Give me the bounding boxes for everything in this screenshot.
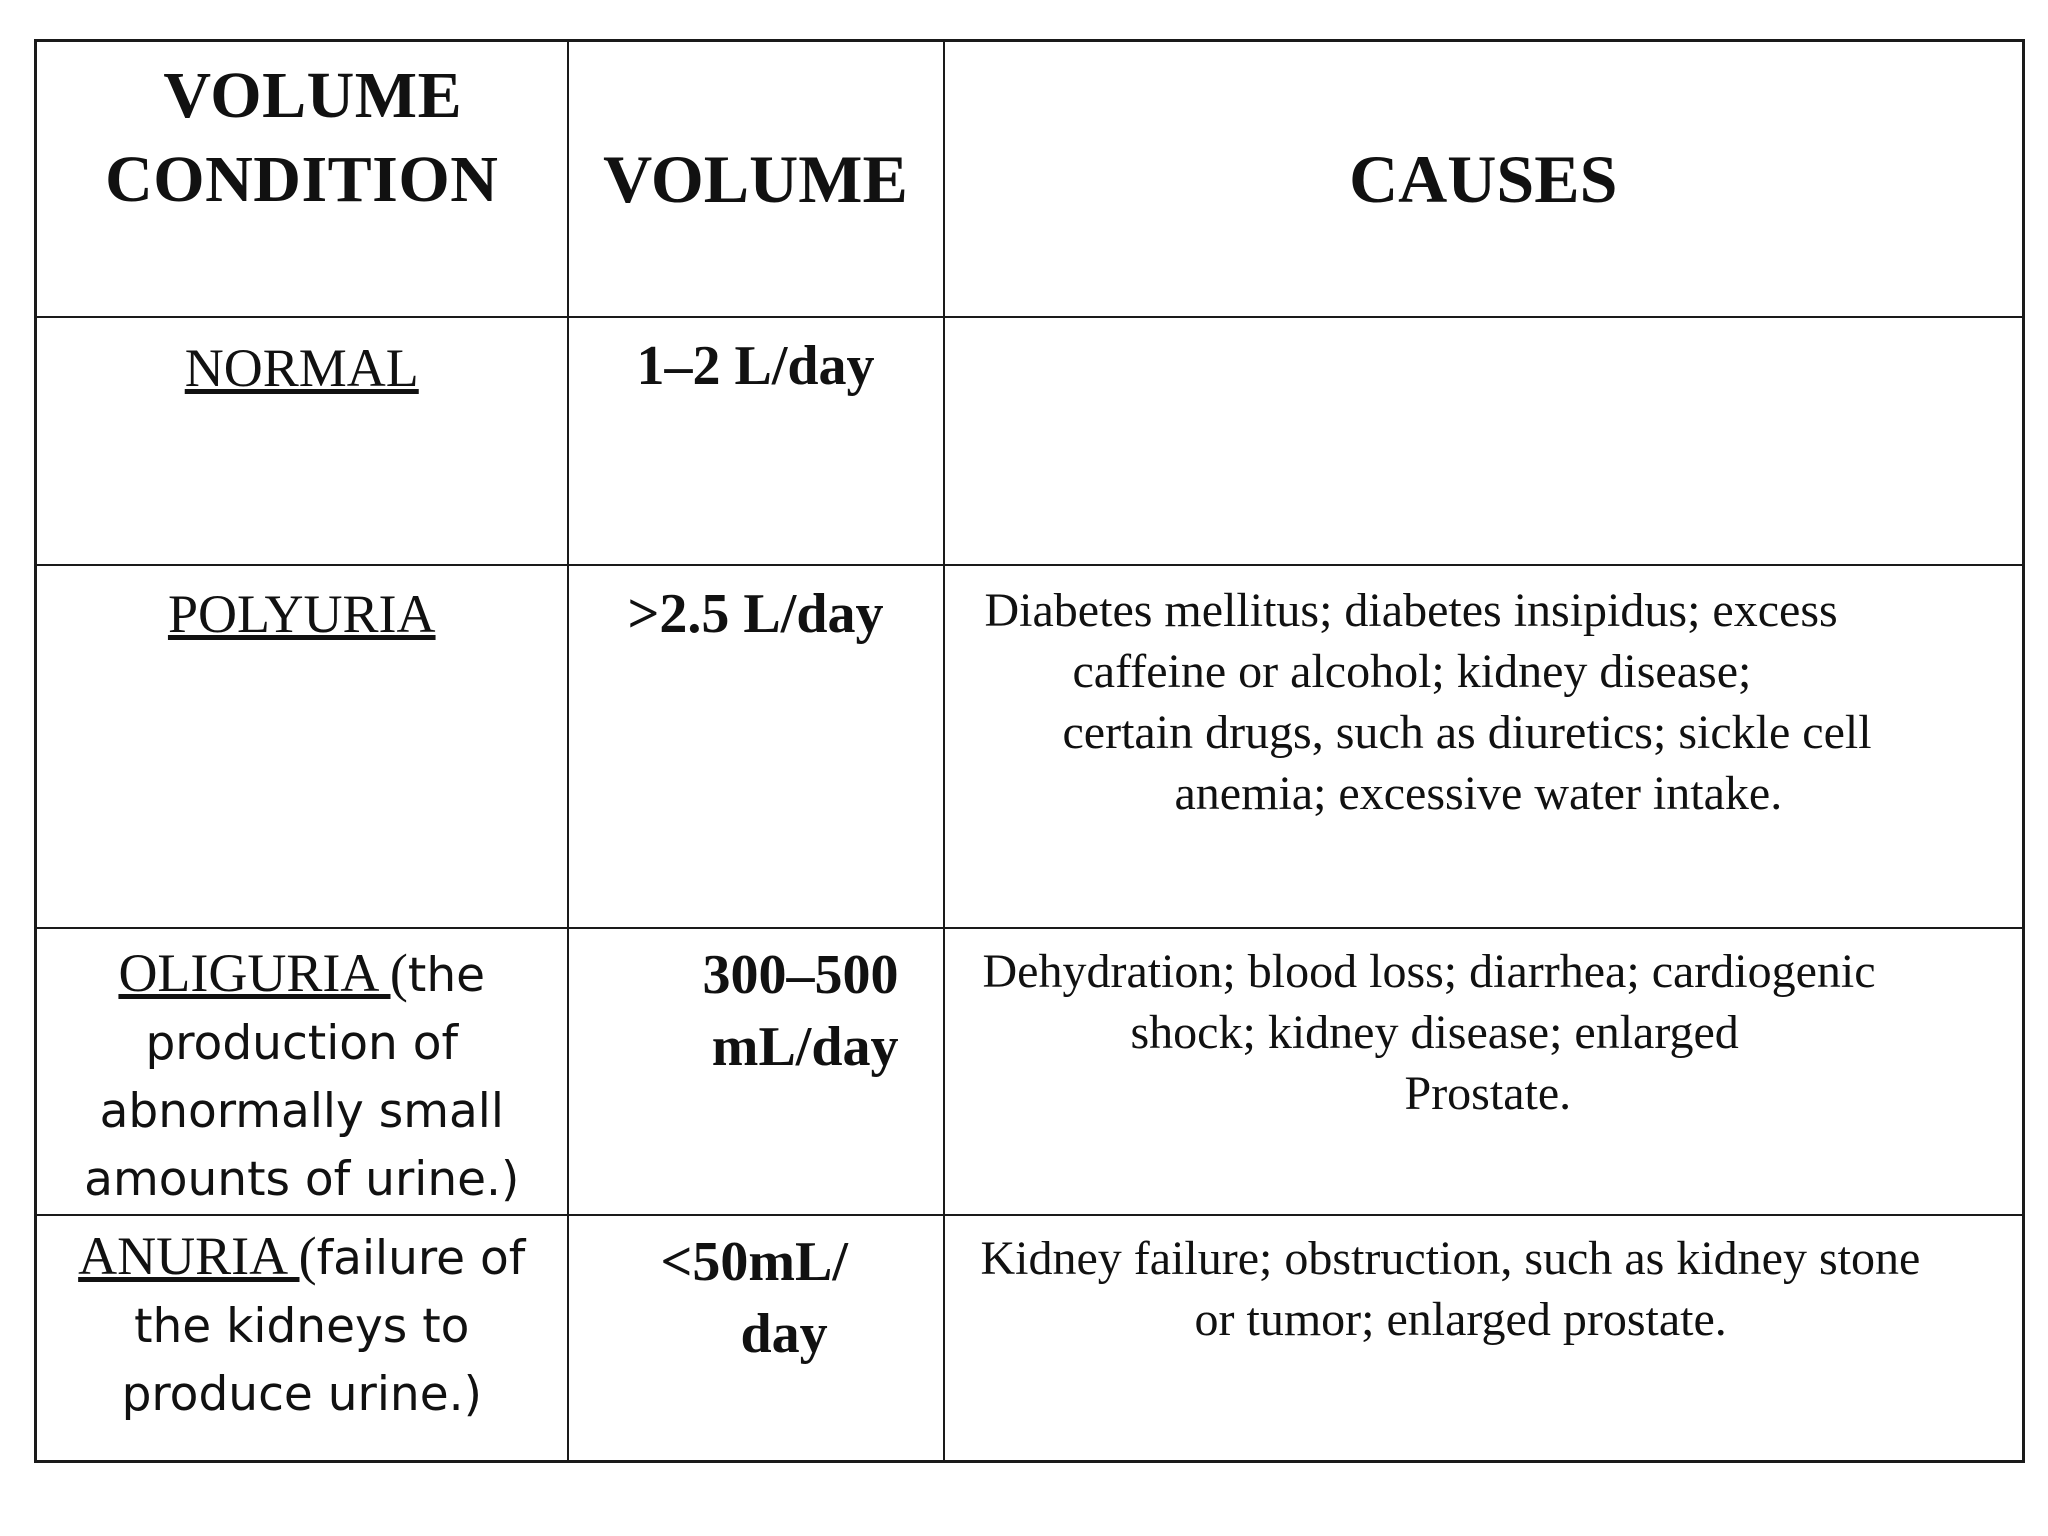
volume-value: day (740, 1302, 828, 1365)
condition-description: the (407, 947, 486, 1003)
header-volume-condition-line1: VOLUME (163, 59, 463, 132)
condition-cell (36, 565, 568, 928)
causes-line: Prostate. (1404, 1066, 1572, 1120)
causes-cell (944, 1215, 2024, 1462)
header-causes (944, 41, 2024, 317)
header-volume-label: VOLUME (603, 141, 908, 217)
volume-value: 1–2 L/day (636, 334, 875, 397)
table-row (36, 317, 2024, 565)
causes-cell (944, 317, 2024, 565)
causes-line: Dehydration; blood loss; diarrhea; cardiogenic (982, 944, 1876, 998)
volume-cell (568, 1215, 944, 1462)
condition-name: ANURIA ( (78, 1225, 317, 1286)
header-volume-condition-line2: CONDITION (105, 143, 499, 216)
causes-cell (944, 928, 2024, 1215)
volume-value: 300–500 (702, 943, 899, 1006)
table-row (36, 565, 2024, 928)
causes-line: Kidney failure; obstruction, such as kidney stone (980, 1231, 1921, 1285)
causes-line: certain drugs, such as diuretics; sickle cell (1062, 705, 1872, 759)
header-volume-condition (36, 41, 568, 317)
causes-line: anemia; excessive water intake. (1174, 766, 1783, 820)
condition-description: production of (145, 1015, 459, 1071)
volume-value: mL/day (711, 1015, 899, 1078)
causes-line: or tumor; enlarged prostate. (1194, 1292, 1727, 1346)
condition-description: abnormally small (99, 1083, 504, 1139)
condition-description: amounts of urine.) (84, 1151, 520, 1207)
causes-line: caffeine or alcohol; kidney disease; (1072, 644, 1752, 698)
condition-name: NORMAL (184, 337, 419, 398)
condition-cell (36, 1215, 568, 1462)
table-row (36, 1215, 2024, 1462)
causes-line: Diabetes mellitus; diabetes insipidus; excess (984, 583, 1838, 637)
volume-cell (568, 565, 944, 928)
condition-description: failure of (316, 1230, 526, 1286)
table-row (36, 928, 2024, 1215)
condition-cell (36, 317, 568, 565)
volume-cell (568, 928, 944, 1215)
header-causes-label: CAUSES (1349, 141, 1618, 217)
header-volume (568, 41, 944, 317)
causes-cell (944, 565, 2024, 928)
condition-cell (36, 928, 568, 1215)
urine-volume-table (34, 39, 2025, 1463)
condition-name: OLIGURIA ( (118, 942, 408, 1003)
volume-value: <50mL/ (660, 1230, 848, 1293)
condition-description: produce urine.) (121, 1366, 482, 1422)
condition-name: POLYURIA (167, 583, 436, 644)
condition-description: the kidneys to (134, 1298, 470, 1354)
header-row (36, 41, 2024, 317)
volume-value: >2.5 L/day (627, 582, 884, 645)
volume-cell (568, 317, 944, 565)
causes-line: shock; kidney disease; enlarged (1130, 1005, 1739, 1059)
